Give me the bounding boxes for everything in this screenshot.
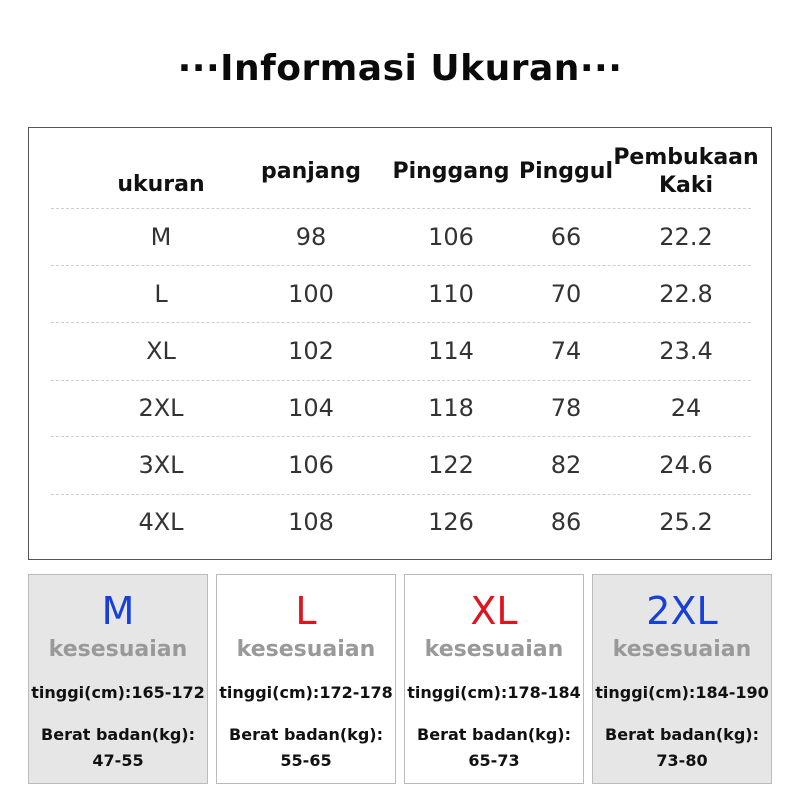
card-weight-value: 65-73	[468, 751, 520, 770]
size-table	[28, 127, 772, 560]
card-fit-label: kesesuaian	[424, 637, 564, 662]
table-row	[51, 380, 751, 437]
table-row	[51, 436, 751, 495]
table-cell: XL	[146, 337, 176, 365]
header-cell-size: ukuran	[117, 172, 205, 197]
card-weight-value: 55-65	[280, 751, 332, 770]
table-cell: 24.6	[659, 451, 713, 479]
card-weight-label: Berat badan(kg):	[41, 725, 195, 744]
size-card-m	[28, 574, 208, 784]
page-title: ···Informasi Ukuran···	[177, 48, 623, 89]
table-cell: 82	[550, 451, 582, 479]
header-cell-length: panjang	[260, 159, 362, 184]
card-fit-label: kesesuaian	[236, 637, 376, 662]
card-weight-label: Berat badan(kg):	[605, 725, 759, 744]
table-cell: 3XL	[138, 451, 184, 479]
table-cell: 4XL	[138, 508, 184, 536]
header-cell-waist: Pinggang	[392, 159, 510, 184]
card-fit-label: kesesuaian	[612, 637, 752, 662]
size-card-xl	[404, 574, 584, 784]
card-weight-value: 73-80	[656, 751, 708, 770]
table-row	[51, 494, 751, 550]
table-cell: 70	[550, 279, 582, 308]
table-cell: 118	[428, 394, 474, 422]
card-height: tinggi(cm):165-172	[31, 683, 205, 702]
table-header-row	[51, 136, 759, 209]
table-cell: 22.2	[659, 222, 713, 251]
table-cell: 126	[428, 508, 474, 536]
header-cell-hip: Pinggul	[518, 159, 614, 184]
card-weight-label: Berat badan(kg):	[417, 725, 571, 744]
table-cell: 74	[550, 337, 582, 365]
card-height: tinggi(cm):178-184	[407, 683, 581, 702]
table-cell: M	[150, 222, 172, 251]
table-cell: 114	[428, 337, 474, 365]
table-cell: 25.2	[659, 508, 713, 536]
table-cell: 98	[295, 222, 327, 251]
table-cell: 24	[670, 394, 702, 422]
table-row	[51, 208, 751, 266]
table-row	[51, 265, 751, 323]
card-height: tinggi(cm):172-178	[219, 683, 393, 702]
size-card-l	[216, 574, 396, 784]
card-height: tinggi(cm):184-190	[595, 683, 769, 702]
card-size-label: 2XL	[646, 589, 718, 633]
card-weight-value: 47-55	[92, 751, 144, 770]
table-cell: 122	[428, 451, 474, 479]
header-cell-leg-opening: Pembukaan Kaki	[613, 145, 759, 198]
table-cell: 108	[288, 508, 334, 536]
card-size-label: M	[101, 589, 135, 633]
table-cell: 102	[288, 337, 334, 365]
table-cell: 110	[428, 279, 474, 308]
table-row	[51, 322, 751, 381]
size-card-2xl	[592, 574, 772, 784]
table-cell: 106	[288, 451, 334, 479]
card-size-label: L	[295, 589, 317, 633]
table-cell: 78	[550, 394, 582, 422]
table-cell: 2XL	[138, 394, 184, 422]
table-cell: L	[154, 279, 168, 308]
table-cell: 104	[288, 394, 334, 422]
card-weight-label: Berat badan(kg):	[229, 725, 383, 744]
card-size-label: XL	[470, 589, 518, 633]
table-cell: 100	[288, 279, 334, 308]
table-cell: 23.4	[659, 337, 713, 365]
table-cell: 22.8	[659, 279, 713, 308]
card-fit-label: kesesuaian	[48, 637, 188, 662]
table-cell: 106	[428, 222, 474, 251]
table-cell: 86	[550, 508, 582, 536]
table-cell: 66	[550, 222, 582, 251]
